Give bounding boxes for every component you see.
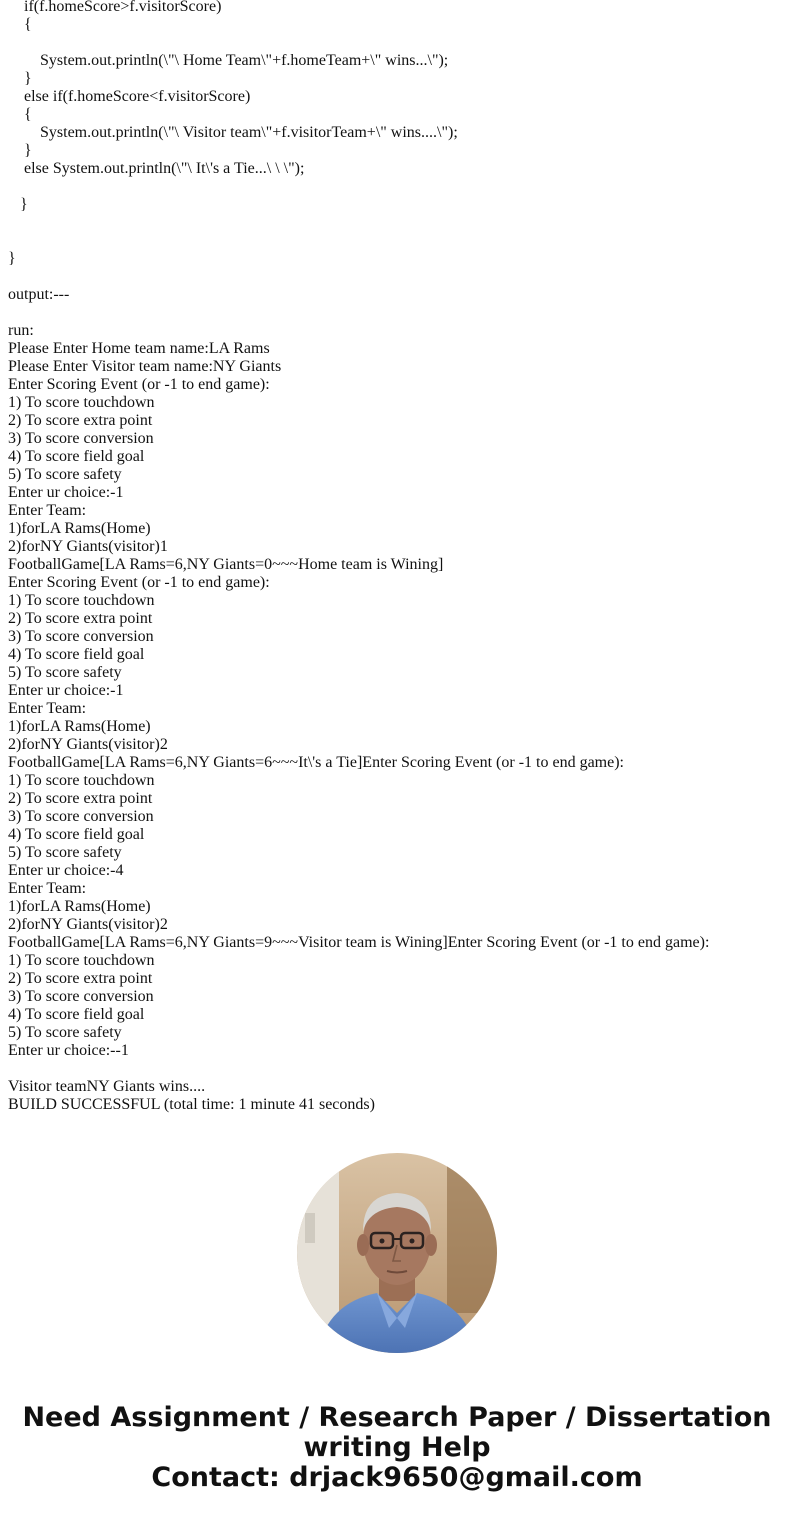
output-result — [8, 1078, 788, 1114]
output-line: 2)forNY Giants(visitor)1 — [8, 538, 168, 555]
code-if-line: if(f.homeScore>f.visitorScore) — [24, 0, 222, 15]
output-line: FootballGame[LA Rams=6,NY Giants=9~~~Visitor team is Wining]Enter Scoring Event (or -1 to end game): — [8, 934, 710, 951]
output-line: 1)forLA Rams(Home) — [8, 520, 151, 537]
output-line: 3) To score conversion — [8, 988, 154, 1005]
output-line: 1) To score touchdown — [8, 952, 155, 969]
output-heading: output:--- — [8, 286, 70, 303]
output-line: 4) To score field goal — [8, 646, 145, 663]
output-line: 2) To score extra point — [8, 610, 153, 627]
output-line: 2)forNY Giants(visitor)2 — [8, 736, 168, 753]
promo-contact: Contact: drjack9650@gmail.com — [151, 1462, 643, 1493]
output-line: run: — [8, 322, 34, 339]
output-line: 2) To score extra point — [8, 970, 153, 987]
output-line: Enter ur choice:-4 — [8, 862, 124, 879]
output-line: Enter ur choice:-1 — [8, 484, 124, 501]
output-line: 4) To score field goal — [8, 1006, 145, 1023]
output-line: 3) To score conversion — [8, 430, 154, 447]
output-line: Enter Team: — [8, 502, 87, 519]
code-document — [8, 0, 788, 1114]
output-line: 4) To score field goal — [8, 826, 145, 843]
output-line: Enter ur choice:--1 — [8, 1042, 129, 1059]
code-elseif-line: else if(f.homeScore<f.visitorScore) — [24, 88, 251, 105]
output-line: 4) To score field goal — [8, 448, 145, 465]
output-line: FootballGame[LA Rams=6,NY Giants=6~~~It\'s a Tie]Enter Scoring Event (or -1 to end game): — [8, 754, 624, 771]
code-println-visitor: System.out.println(\"\ Visitor team\"+f.visitorTeam+\" wins....\"); — [40, 124, 458, 141]
code-brace-close: } — [24, 142, 32, 159]
output-line: 5) To score safety — [8, 844, 122, 861]
output-line: 2) To score extra point — [8, 412, 153, 429]
output-line: Enter Scoring Event (or -1 to end game): — [8, 574, 270, 591]
output-line: 5) To score safety — [8, 466, 122, 483]
promo-line-1: Need Assignment / Research Paper / Dissertation — [22, 1402, 772, 1433]
output-line: 1) To score touchdown — [8, 772, 155, 789]
output-line: FootballGame[LA Rams=6,NY Giants=0~~~Home team is Wining] — [8, 556, 444, 573]
output-line: Enter ur choice:-1 — [8, 682, 124, 699]
code-else-line: else System.out.println(\"\ It\'s a Tie...\ \ \"); — [24, 160, 305, 177]
output-line: 3) To score conversion — [8, 808, 154, 825]
output-line: 3) To score conversion — [8, 628, 154, 645]
output-line: 1) To score touchdown — [8, 592, 155, 609]
output-line: 1)forLA Rams(Home) — [8, 898, 151, 915]
code-brace-close: } — [24, 70, 32, 87]
output-line: BUILD SUCCESSFUL (total time: 1 minute 41 seconds) — [8, 1096, 375, 1113]
output-line: Enter Scoring Event (or -1 to end game): — [8, 376, 270, 393]
output-line: Please Enter Home team name:LA Rams — [8, 340, 270, 357]
output-line: Enter Team: — [8, 700, 87, 717]
code-println-home: System.out.println(\"\ Home Team\"+f.homeTeam+\" wins...\"); — [40, 52, 449, 69]
output-line: 2)forNY Giants(visitor)2 — [8, 916, 168, 933]
promo-line-2: writing Help — [303, 1432, 491, 1463]
output-line: 5) To score safety — [8, 1024, 122, 1041]
output-line: Enter Team: — [8, 880, 87, 897]
output-line: Please Enter Visitor team name:NY Giants — [8, 358, 282, 375]
promo-banner — [0, 1403, 794, 1493]
code-brace-open: { — [24, 16, 32, 33]
code-class-close: } — [8, 250, 16, 267]
output-line: 2) To score extra point — [8, 790, 153, 807]
output-line: Visitor teamNY Giants wins.... — [8, 1078, 206, 1095]
code-method-close: } — [20, 196, 28, 213]
output-line: 1)forLA Rams(Home) — [8, 718, 151, 735]
code-brace-open: { — [24, 106, 32, 123]
output-log — [8, 322, 788, 1060]
output-line: 1) To score touchdown — [8, 394, 155, 411]
author-photo — [297, 1153, 497, 1353]
output-line: 5) To score safety — [8, 664, 122, 681]
